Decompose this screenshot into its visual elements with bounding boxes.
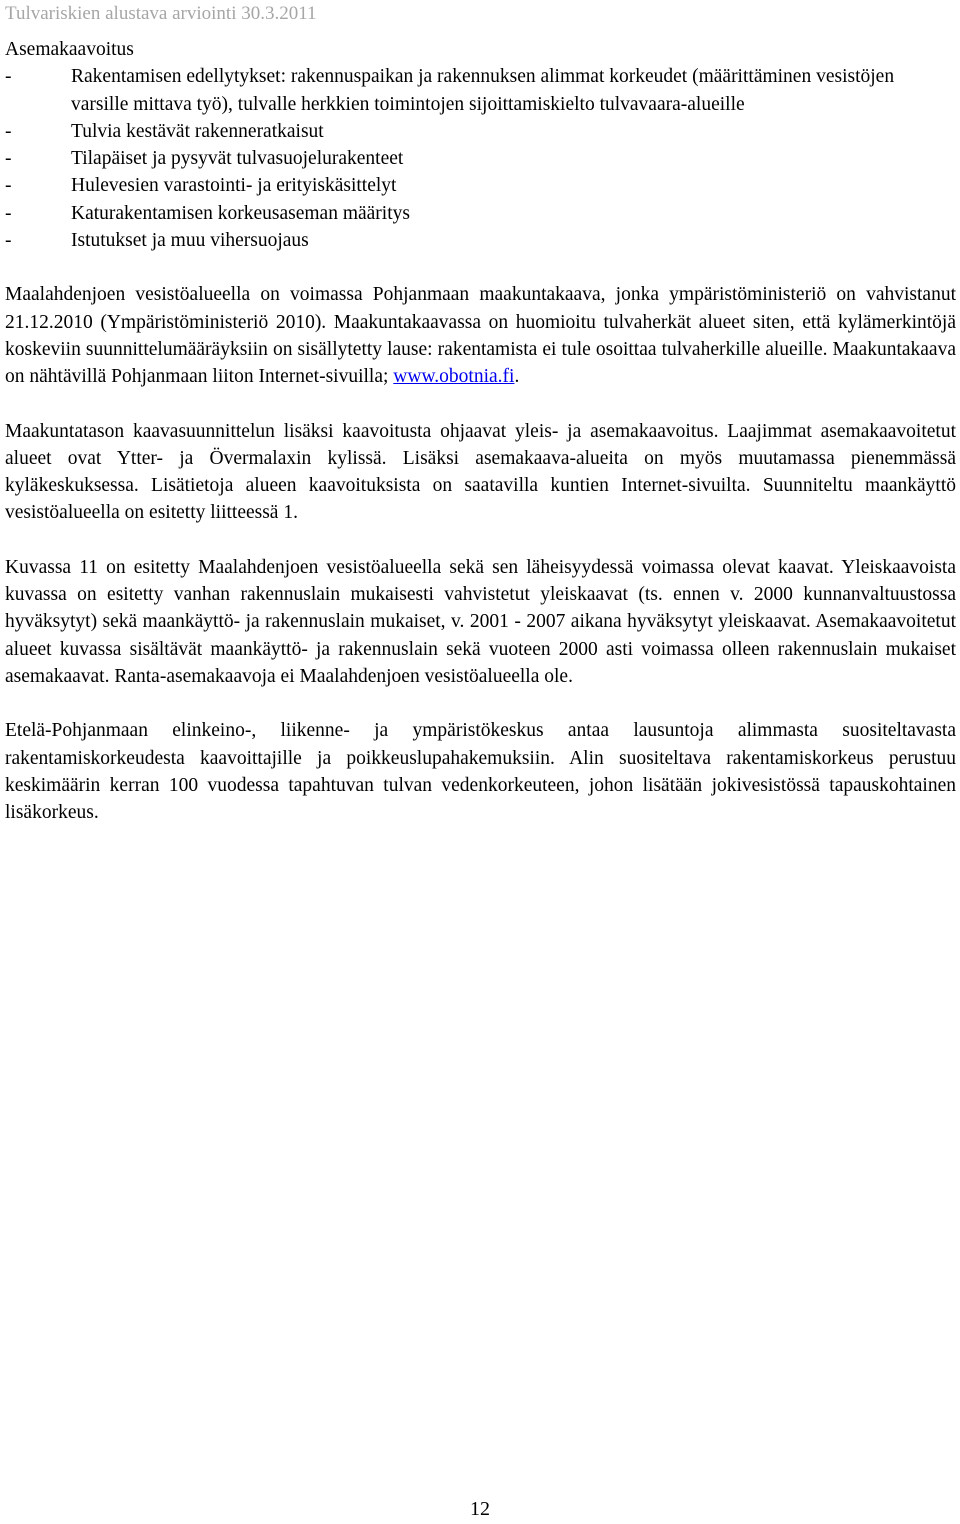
list-item (5, 145, 956, 172)
list-item-text: Katurakentamisen korkeusaseman määritys (71, 202, 410, 224)
list-item-text: Rakentamisen edellytykset: rakennuspaikan ja rakennuksen alimmat korkeudet (määrittäminen vesistöjen varsille mittava työ), tulvalle herkkien toimintojen sijoittamiskielto tulvavaara-alueille (71, 66, 895, 115)
requirements-list (5, 63, 956, 254)
page-body (5, 36, 956, 826)
obotnia-link[interactable]: www.obotnia.fi (393, 366, 515, 388)
list-item (5, 200, 956, 227)
paragraph-text-end: . (514, 366, 520, 388)
list-item-text: Tilapäiset ja pysyvät tulvasuojelurakenteet (71, 148, 404, 170)
list-item (5, 118, 956, 145)
paragraph-regional-plan (5, 281, 956, 390)
list-item (5, 227, 956, 254)
paragraph-building-height: Etelä-Pohjanmaan elinkeino-, liikenne- ja ympäristökeskus antaa lausuntoja alimmasta suositeltavasta rakentamiskorkeudesta kaavoittajille ja poikkeuslupahakemuksiin. Alin suositeltava rakentamiskorkeus perustuu keskimäärin kerran 100 vuodessa tapahtuvan tulvan vedenkorkeuteen, johon lisätään jokivesistössä tapauskohtainen lisäkorkeus. (5, 720, 956, 824)
paragraph-text: Maalahdenjoen vesistöalueella on voimassa Pohjanmaan maakuntakaava, jonka ympäristöministeriö on vahvistanut 21.12.2010 (Ympäristöministeriö 2010). Maakuntakaavassa on huomioitu tulvaherkät alueet siten, että kylämerkintöjä koskeviin suunnittelumääräyksiin on sisällytetty lause: rakentamista ei tule osoittaa tulvaherkille alueille. Maakuntakaava on nähtävillä Pohjanmaan liiton Internet-sivuilla; (5, 284, 956, 388)
list-dash: - (5, 230, 12, 252)
list-item-text: Istutukset ja muu vihersuojaus (71, 230, 309, 252)
section-title: Asemakaavoitus (5, 39, 134, 60)
list-item (5, 63, 956, 118)
list-item-text: Hulevesien varastointi- ja erityiskäsittelyt (71, 175, 397, 197)
list-dash: - (5, 66, 12, 88)
list-dash: - (5, 175, 12, 197)
list-dash: - (5, 120, 12, 142)
list-item (5, 172, 956, 199)
list-dash: - (5, 148, 12, 170)
list-item-text: Tulvia kestävät rakenneratkaisut (71, 120, 324, 142)
running-header: Tulvariskien alustava arviointi 30.3.2011 (5, 3, 317, 24)
paragraph-local-planning: Maakuntatason kaavasuunnittelun lisäksi kaavoitusta ohjaavat yleis- ja asemakaavoitus. Laajimmat asemakaavoitetut alueet ovat Ytter- ja Övermalaxin kylissä. Lisäksi asemakaava-alueita on myös muutamassa pienemmässä kyläkeskuksessa. Lisätietoja alueen kaavoituksista on saatavilla kuntien Internet-sivuilta. Suunniteltu maankäyttö vesistöalueella on esitetty liitteessä 1. (5, 420, 956, 524)
list-dash: - (5, 202, 12, 224)
page-number: 12 (470, 1498, 490, 1520)
paragraph-figure-description: Kuvassa 11 on esitetty Maalahdenjoen vesistöalueella sekä sen läheisyydessä voimassa olevat kaavat. Yleiskaavoista kuvassa on esitetty vanhan rakennuslain mukaisesti vahvistetut yleiskaavat (ts. ennen v. 2000 kunnanvaltuustossa hyväksytyt) sekä maankäyttö- ja rakennuslain mukaiset, v. 2001 - 2007 aikana hyväksytyt yleiskaavat. Asemakaavoitetut alueet kuvassa sisältävät maankäyttö- ja rakennuslain sekä vuoteen 2000 asti voimassa olleen rakennuslain mukaiset asemakaavat. Ranta-asemakaavoja ei Maalahdenjoen vesistöalueella ole. (5, 556, 956, 687)
